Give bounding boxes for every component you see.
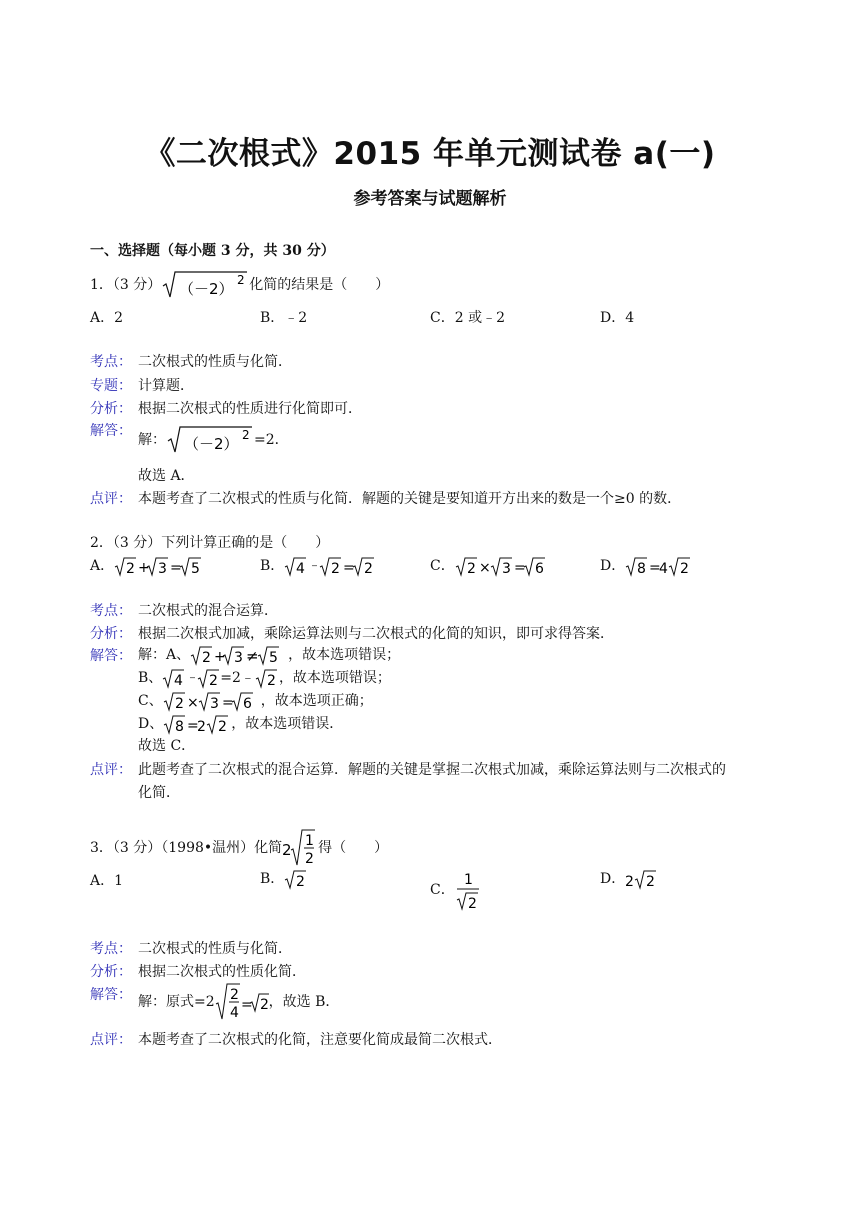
svg-text:2: 2 — [625, 874, 635, 890]
q1-number: 1．（3 分） — [90, 277, 162, 293]
q1-radicand: （－2） — [179, 280, 234, 298]
svg-text:2: 2 — [242, 428, 250, 442]
svg-text:2: 2 — [126, 561, 136, 577]
svg-text:（－2）: （－2） — [184, 435, 239, 453]
svg-text:4: 4 — [229, 1005, 239, 1021]
q3-option-d: D． 2 2 — [600, 871, 656, 890]
svg-text:5: 5 — [269, 650, 279, 666]
q2-dianping-text-1: 此题考查了二次根式的混合运算．解题的关键是掌握二次根式加减，乘除运算法则与二次根式的 — [138, 762, 726, 778]
svg-text:1: 1 — [305, 833, 315, 849]
q3-kaodian-label: 考点： — [90, 941, 132, 957]
svg-text:1: 1 — [463, 872, 473, 888]
svg-text:2: 2 — [305, 851, 315, 867]
svg-text:=: = — [187, 718, 199, 734]
svg-text:2: 2 — [331, 561, 341, 577]
q2-option-c: C． 2 × 3 = 6 — [430, 555, 555, 577]
svg-text:2: 2 — [466, 561, 476, 577]
q2-jieda-label: 解答： — [90, 648, 132, 664]
svg-text:2: 2 — [646, 874, 656, 890]
q3-fenxi-text: 根据二次根式的性质化简． — [138, 964, 306, 980]
svg-text:=: = — [240, 997, 253, 1013]
question-1-stem — [90, 270, 389, 300]
svg-text:3: 3 — [501, 561, 511, 577]
svg-text:3: 3 — [234, 650, 244, 666]
svg-text:=: = — [649, 560, 661, 576]
section-heading: 一、选择题（每小题 3 分，共 30 分） — [90, 243, 335, 259]
q2-fenxi-label: 分析： — [90, 626, 132, 642]
q1-zhuanti-label: 专题： — [90, 378, 132, 394]
q2-option-a-formula — [114, 555, 210, 577]
q2-option-d: D． 8 = 4 2 — [600, 555, 721, 577]
q1-jieda-label: 解答： — [90, 423, 132, 439]
svg-text:3: 3 — [158, 561, 168, 577]
q2-conclusion: 故选 C． — [138, 738, 196, 754]
q1-fenxi-text: 根据二次根式的性质进行化简即可． — [138, 401, 362, 417]
svg-text:3: 3 — [209, 696, 219, 712]
svg-text:2: 2 — [259, 997, 269, 1013]
q2-jieda-d: D、 8 = 2 2 ，故本选项错误． — [138, 716, 344, 735]
page-subtitle: 参考答案与试题解析 — [353, 189, 507, 209]
q1-dianping-text: 本题考查了二次根式的性质与化简．解题的关键是要知道开方出来的数是一个≥0 的数． — [138, 491, 682, 507]
svg-text:=: = — [170, 560, 182, 576]
svg-text:8: 8 — [175, 719, 185, 735]
q1-option-b: B．﹣2 — [260, 310, 308, 326]
svg-text:8: 8 — [637, 561, 647, 577]
svg-text:﹣: ﹣ — [308, 558, 322, 573]
q2-jieda-b: B、 4 ﹣ 2 =2﹣ 2 ，故本选项错误； — [138, 670, 391, 689]
q1-conclusion: 故选 A． — [138, 468, 195, 484]
svg-text:4: 4 — [296, 561, 306, 577]
question-2-stem: 2．（3 分）下列计算正确的是（ ） — [90, 535, 330, 551]
svg-text:≠: ≠ — [246, 647, 259, 665]
q1-exponent: 2 — [237, 273, 245, 287]
svg-text:2: 2 — [197, 719, 207, 735]
q3-dianping-text: 本题考查了二次根式的化简，注意要化简成最简二次根式． — [138, 1032, 502, 1048]
q1-radical-expression — [161, 270, 249, 300]
svg-text:×: × — [478, 560, 491, 576]
q3-kaodian-text: 二次根式的性质与化简． — [138, 941, 292, 957]
q2-option-b-formula — [284, 555, 384, 577]
q3-option-b: B． 2 — [260, 871, 306, 890]
q3-dianping-label: 点评： — [90, 1032, 132, 1048]
q1-kaodian-label: 考点： — [90, 354, 132, 370]
q1-stem-text: 化简的结果是（ ） — [249, 277, 390, 293]
svg-text:=: = — [343, 560, 356, 576]
q2-kaodian-label: 考点： — [90, 603, 132, 619]
q1-kaodian-text: 二次根式的性质与化简． — [138, 354, 292, 370]
svg-text:6: 6 — [534, 561, 544, 577]
q1-option-a: A．2 — [90, 310, 124, 326]
question-3-stem: 3．（3 分）（1998•温州）化简 2 1 2 得（ ） — [90, 828, 388, 868]
q1-option-c: C．2 或﹣2 — [430, 310, 505, 326]
q1-jieda-radical — [166, 425, 254, 455]
svg-text:2: 2 — [218, 719, 228, 735]
svg-text:2: 2 — [266, 673, 276, 689]
q2-option-d-formula — [625, 555, 721, 577]
svg-text:2: 2 — [174, 696, 184, 712]
svg-text:+: + — [214, 649, 226, 665]
svg-text:2: 2 — [202, 650, 212, 666]
q1-option-d: D．4 — [600, 310, 635, 326]
q3-radical-fraction — [282, 828, 318, 868]
svg-text:5: 5 — [191, 561, 201, 577]
svg-text:4: 4 — [174, 673, 184, 689]
svg-text:2: 2 — [364, 561, 374, 577]
svg-text:2: 2 — [209, 673, 219, 689]
svg-text:2: 2 — [296, 874, 306, 890]
q2-option-a: A． 2 + 3 = 5 — [90, 555, 210, 577]
q2-option-c-formula — [455, 555, 555, 577]
q2-kaodian-text: 二次根式的混合运算． — [138, 603, 278, 619]
q3-option-c: C． 1 2 — [430, 872, 477, 912]
q3-jieda-label: 解答： — [90, 987, 132, 1003]
q3-jieda-text: 解：原式=2 2 4 = 2 ，故选 B． — [138, 982, 339, 1022]
svg-text:×: × — [186, 695, 199, 711]
q1-jieda-text: 解： （－2） 2 =2． — [138, 425, 289, 455]
q2-dianping-text-2: 化简． — [138, 785, 180, 801]
q2-jieda-a: 解：A、 2 + 3 ≠ 5 ，故本选项错误； — [138, 647, 401, 666]
svg-text:=: = — [513, 560, 526, 576]
svg-text:6: 6 — [242, 696, 252, 712]
svg-text:﹣: ﹣ — [186, 670, 200, 685]
svg-text:+: + — [138, 560, 150, 576]
q1-zhuanti-text: 计算题． — [138, 378, 194, 394]
svg-text:2: 2 — [229, 987, 239, 1003]
svg-text:2: 2 — [680, 561, 690, 577]
page-title: 《二次根式》2015 年单元测试卷 a(一) — [144, 136, 716, 172]
q3-fenxi-label: 分析： — [90, 964, 132, 980]
q2-fenxi-text: 根据二次根式加减，乘除运算法则与二次根式的化简的知识，即可求得答案． — [138, 626, 614, 642]
q1-fenxi-label: 分析： — [90, 401, 132, 417]
q1-dianping-label: 点评： — [90, 491, 132, 507]
svg-text:4: 4 — [659, 561, 669, 577]
q2-dianping-label: 点评： — [90, 762, 132, 778]
svg-text:2: 2 — [467, 896, 477, 912]
svg-text:2: 2 — [282, 841, 292, 859]
q2-jieda-c: C、 2 × 3 = 6 ，故本选项正确； — [138, 693, 373, 712]
svg-text:=: = — [221, 695, 234, 711]
q2-option-b: B． 4 ﹣ 2 = 2 — [260, 555, 384, 577]
q3-option-a: A．1 — [90, 873, 124, 889]
